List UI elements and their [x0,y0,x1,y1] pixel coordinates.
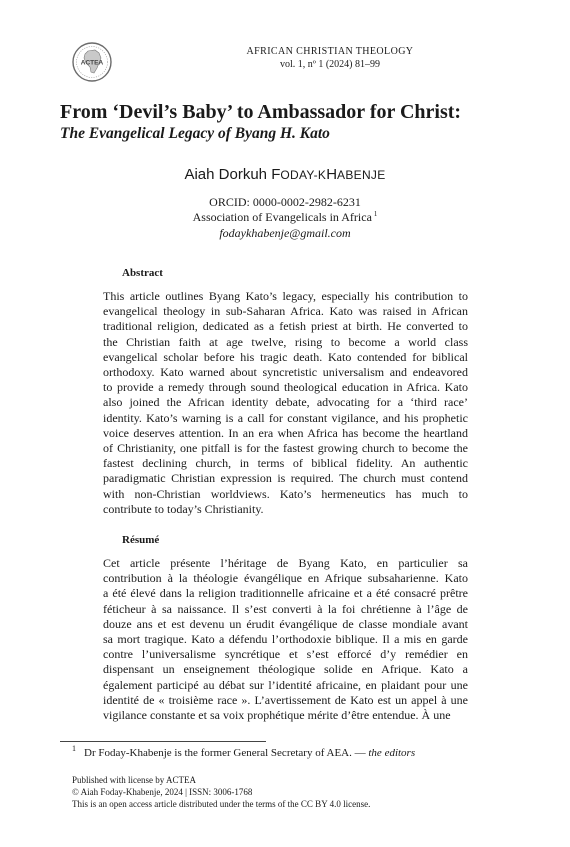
author-given-name: Aiah Dorkuh [184,166,268,183]
article-title: From ‘Devil’s Baby’ to Ambassador for Christ: [60,101,462,123]
abstract-heading: Abstract [122,267,163,279]
resume-line: contre l’universalisme syncrétique et s’est efforcé d’y remédier en [103,647,468,662]
license-terms[interactable]: This is an open access article distributed under the terms of the CC BY 4.0 license. [72,799,371,809]
abstract-body [103,289,468,517]
resume-line: contribution à la théologie évangélique en Afrique subsaharienne. Kato [103,571,468,586]
abstract-line: to provide a remedy through sound theological education in Africa. Kato [103,380,468,395]
author-family-initial-2: H [326,166,338,183]
abstract-line: paradigmatic Christian expression is required. The church must contend [103,471,468,486]
affiliation [0,210,570,225]
abstract-line: with non-Christian worldviews. Kato’s hermeneutics has much to [103,486,468,501]
resume-line: Cet article présente l’héritage de Byang Kato, en particulier sa [103,556,468,570]
resume-line: féticheur à sa naissance. Il s’est converti à la foi chrétienne à l’âge de [103,601,468,616]
author-email[interactable]: fodaykhabenje@gmail.com [219,226,351,240]
journal-volume: vol. 1, nº 1 (2024) 81–99 [279,59,381,70]
resume-line: également participé au débat sur l’identité africaine, en plaidant pour une [103,677,468,692]
abstract-line: evangelical scholar before his tragic death. Kato contended for biblical [103,349,468,364]
abstract-line: identity. Kato’s warning is a call for constant vigilance, and his prophetic [103,410,468,425]
footnote-reference[interactable]: 1 [373,210,378,218]
affiliation-text: Association of Evangelicals in Africa [192,210,372,224]
abstract-line: the Christian faith at age twelve, rising to become a world class [103,334,468,349]
abstract-line: contribute to today’s Christianity. [103,501,264,516]
author-name [0,165,570,185]
author-family-smallcaps-2: ABENJE [337,168,386,182]
abstract-line: orthodoxy. Kato warned about syncretistic universalism and endeavored [103,365,468,380]
footnote-divider [60,741,266,742]
resume-line: douze ans et est devenu un érudit évangélique de classe mondiale avant [103,616,468,631]
author-family-initial: F [271,166,281,183]
abstract-line: voice deserves attention. In an era when Africa has become the heartland [103,425,468,440]
resume-line: identité de « troisième race ». L’avertissement de Kato est un appel à une [103,692,468,707]
abstract-line: traditional religion, dedicated as a fetish priest at birth. He converted to [103,319,468,334]
logo-text: ACTEA [80,59,104,67]
abstract-line: evangelical theology in sub-Saharan Africa. Kato was raised in African [103,304,468,319]
resume-line: sa mort tragique. Kato a défendu l’orthodoxie biblique. Il a mis en garde [103,632,468,647]
footnote-mark: 1 [72,744,76,754]
resume-line: dispensant un enseignement théologique solide en Afrique. Kato a [103,662,468,677]
abstract-line: also joined the African identity debate, advocating for a ‘third race’ [103,395,468,410]
orcid[interactable]: ORCID: 0000-0002-2982-6231 [209,195,361,209]
resume-line: a été élevé dans la religion traditionnelle africaine et a été consacré prêtre [103,586,468,601]
resume-line: vigilance constante et sa voix prophétique mérite d’être entendue. À une [103,708,451,723]
footnote-text: Dr Foday-Khabenje is the former General Secretary of AEA. — [84,747,369,759]
article-subtitle: The Evangelical Legacy of Byang H. Kato [60,125,330,142]
license-published: Published with license by ACTEA [72,775,196,785]
resume-body [103,556,468,723]
actea-logo [72,42,112,82]
abstract-line: of Christianity, one pitfall is for the fastest growing church to become the [103,441,468,456]
footnote-editors: the editors [368,747,416,759]
author-family-smallcaps: ODAY-K [280,168,327,182]
journal-name: AFRICAN CHRISTIAN THEOLOGY [246,46,414,57]
license-copyright: © Aiah Foday-Khabenje, 2024 | ISSN: 3006-1768 [72,787,253,797]
abstract-line: fastest declining church, in terms of biblical fidelity. An authentic [103,456,468,471]
resume-heading: Résumé [122,534,160,546]
abstract-line: This article outlines Byang Kato’s legacy, especially his contribution to [103,289,468,303]
footnote [72,746,502,760]
